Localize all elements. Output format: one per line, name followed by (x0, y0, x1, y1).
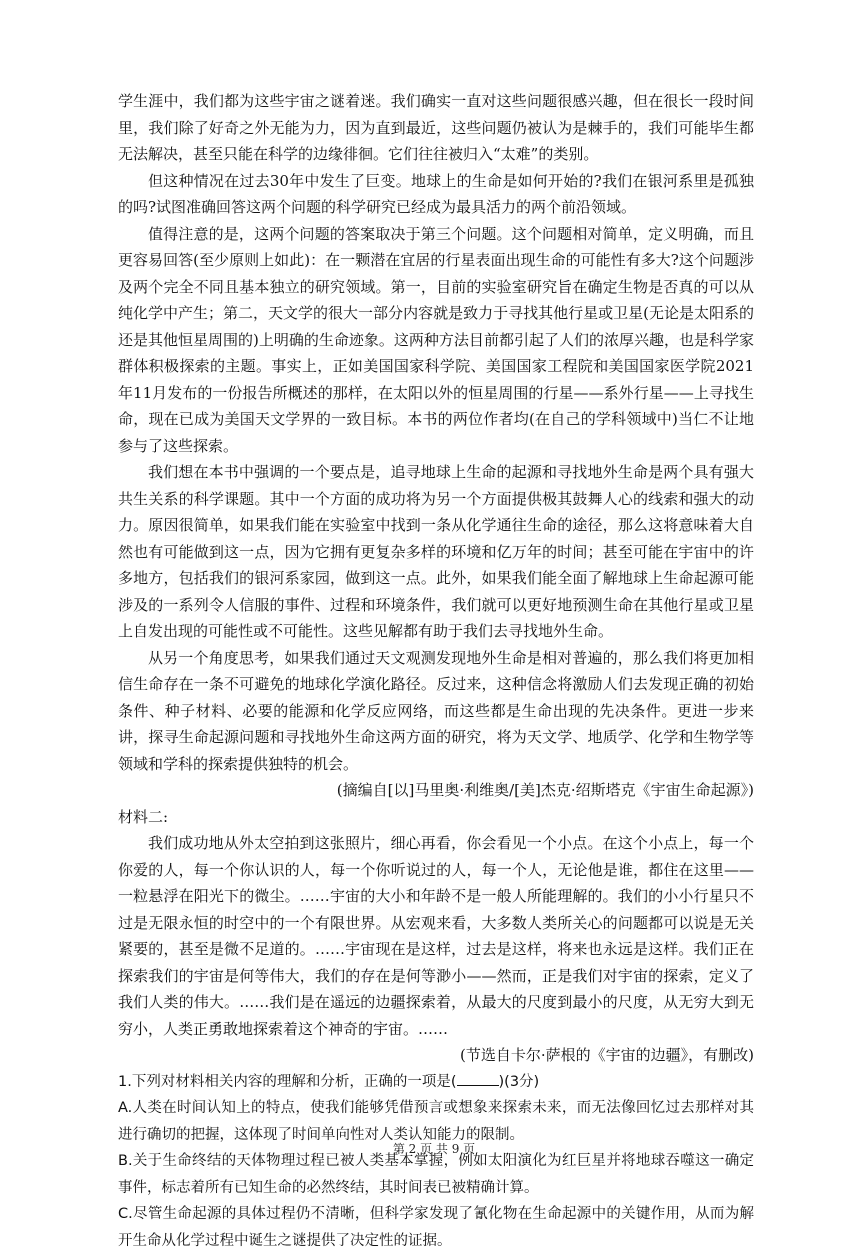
page-footer: 第 2 页 共 9 页 (392, 1142, 476, 1156)
material2-source: (节选自卡尔·萨根的《宇宙的边疆》，有删改) (460, 1046, 754, 1064)
question-score: )(3分) (498, 1073, 540, 1090)
paragraph: 但这种情况在过去30年中发生了巨变。地球上的生命是如何开始的?我们在银河系里是孤独的吗?试图准确回答这两个问题的科学研究已经成为最具活力的两个前沿领域。 (118, 171, 754, 216)
option-c: C.尽管生命起源的具体过程仍不清晰，但科学家发现了氰化物在生命起源中的关键作用，从而为解开生命从化学过程中诞生之谜提供了决定性的证据。 (118, 1206, 754, 1249)
answer-blank[interactable] (457, 1071, 499, 1086)
document-page (118, 88, 754, 1254)
paragraph: 我们想在本书中强调的一个要点是，追寻地球上生命的起源和寻找地外生命是两个具有强大共生关系的科学课题。其中一个方面的成功将为另一个方面提供极其鼓舞人心的线索和强大的动力。原因很简单，如果我们能在实验室中找到一条从化学通往生命的途径，那么这将意味着大自然也有可能做到这一点，因为它拥有更复杂多样的环境和亿万年的时间；甚至可能在宇宙中的许多地方，包括我们的银河系家园，做到这一点。此外，如果我们能全面了解地球上生命起源可能涉及的一系列令人信服的事件、过程和环境条件，我们就可以更好地预测生命在其他行星或卫星上自发出现的可能性或不可能性。这些见解都有助于我们去寻找地外生命。 (118, 463, 754, 640)
material1-source: (摘编自[以]马里奥·利维奥/[美]杰克·绍斯塔克《宇宙生命起源》) (336, 781, 754, 799)
paragraph: 从另一个角度思考，如果我们通过天文观测发现地外生命是相对普遍的，那么我们将更加相信生命存在一条不可避免的地球化学演化路径。反过来，这种信念将激励人们去发现正确的初始条件、种子材料、必要的能源和化学反应网络，而这些都是生命出现的先决条件。更进一步来讲，探寻生命起源问题和寻找地外生命这两方面的研究，将为天文学、地质学、化学和生物学等领域和学科的探索提供独特的机会。 (118, 648, 754, 773)
paragraph: 学生涯中，我们都为这些宇宙之谜着迷。我们确实一直对这些问题很感兴趣，但在很长一段时间里，我们除了好奇之外无能为力，因为直到最近，这些问题仍被认为是棘手的，我们可能毕生都无法解决，甚至只能在科学的边缘徘徊。它们往往被归入“太难”的类别。 (118, 92, 754, 163)
paragraph: 我们成功地从外太空拍到这张照片，细心再看，你会看见一个小点。在这个小点上，每一个你爱的人，每一个你认识的人，每一个你听说过的人，每一个人，无论他是谁，都住在这里——一粒悬浮在阳光下的微尘。……宇宙的大小和年龄不是一般人所能理解的。我们的小小行星只不过是无限永恒的时空中的一个有限世界。从宏观来看，大多数人类所关心的问题都可以说是无关紧要的，甚至是微不足道的。……宇宙现在是这样，过去是这样，将来也永远是这样。我们正在探索我们的宇宙是何等伟大，我们的存在是何等渺小——然而，正是我们对宇宙的探索，定义了我们人类的伟大。……我们是在遥远的边疆探索着，从最大的尺度到最小的尺度，从无穷大到无穷小，人类正勇敢地探索着这个神奇的宇宙。…… (118, 834, 754, 1038)
option-a: A.人类在时间认知上的特点，使我们能够凭借预言或想象来探索未来，而无法像回忆过去那样对其进行确切的把握，这体现了时间单向性对人类认知能力的限制。 (118, 1100, 754, 1143)
question-stem (118, 1069, 754, 1096)
question-stem-text: 1.下列对材料相关内容的理解和分析，正确的一项是( (118, 1073, 457, 1090)
option-b: B.关于生命终结的天体物理过程已被人类基本掌握，例如太阳演化为红巨星并将地球吞噬这一确定事件，标志着所有已知生命的必然终结，其时间表已被精确计算。 (118, 1153, 754, 1196)
material2-label: 材料二: (118, 807, 169, 826)
paragraph: 值得注意的是，这两个问题的答案取决于第三个问题。这个问题相对简单，定义明确，而且更容易回答(至少原则上如此)：在一颗潜在宜居的行星表面出现生命的可能性有多大?这个问题涉及两个完全不同且基本独立的研究领域。第一，目前的实验室研究旨在确定生物是否真的可以从纯化学中产生；第二，天文学的很大一部分内容就是致力于寻找其他行星或卫星(无论是太阳系的还是其他恒星周围的)上明确的生命迹象。这两种方法目前都引起了人们的浓厚兴趣，也是科学家群体积极探索的主题。事实上，正如美国国家科学院、美国国家工程院和美国国家医学院2021年11月发布的一份报告所概述的那样，在太阳以外的恒星周围的行星——系外行星——上寻找生命，现在已成为美国天文学界的一致目标。本书的两位作者均(在自己的学科领域中)当仁不让地参与了这些探索。 (118, 224, 754, 455)
